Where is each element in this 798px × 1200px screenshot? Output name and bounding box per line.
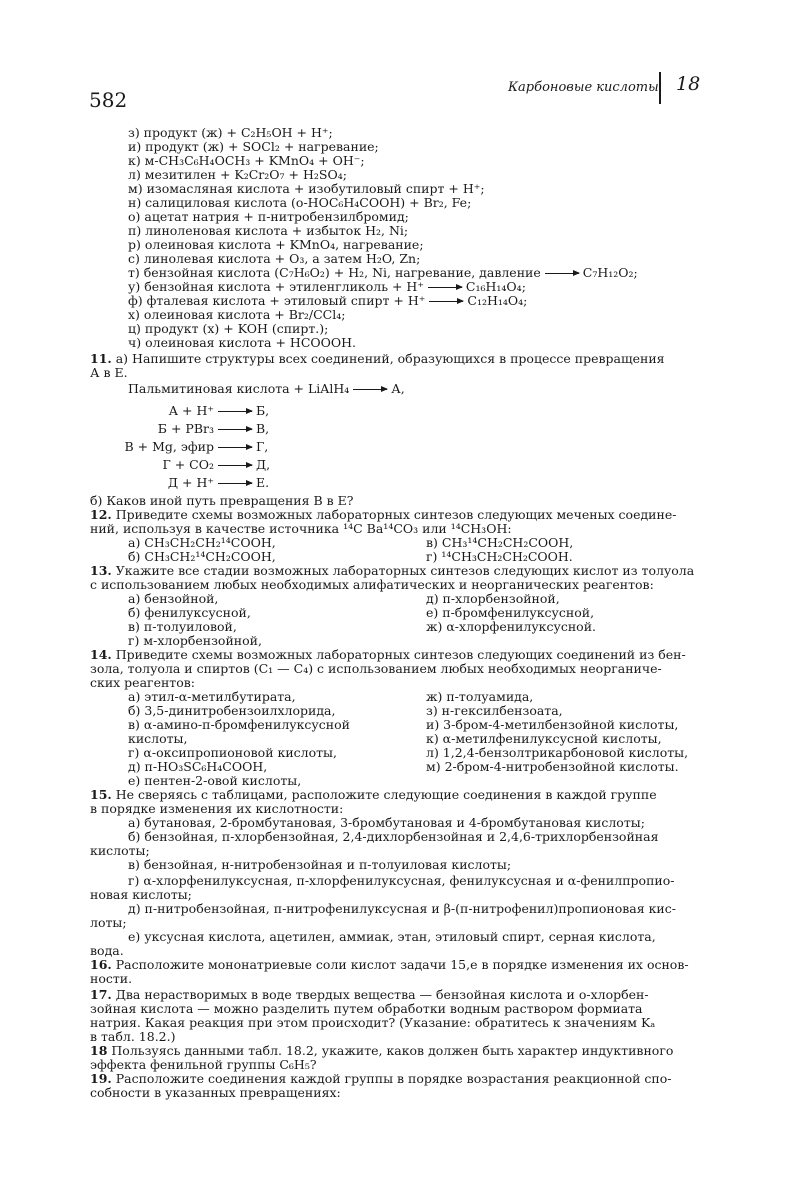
problem-14: [90, 648, 686, 662]
problem-text: Приведите схемы возможных лабораторных синтезов следующих меченых соедине-: [115, 507, 677, 522]
problem-13: [90, 564, 694, 578]
list-item: и) продукт (ж) + SOCl₂ + нагревание;: [128, 139, 379, 154]
list-item: б) CH₃CH₂¹⁴CH₂COOH,: [128, 549, 276, 564]
problem-text: зойная кислота — можно разделить путем обработки водным раствором формиата: [90, 1001, 643, 1016]
list-item: д) п-хлорбензойной,: [426, 591, 560, 606]
list-item: з) н-гексилбензоата,: [426, 703, 563, 718]
scheme-line: [128, 382, 405, 396]
header-divider: [659, 72, 661, 104]
list-item: м) 2-бром-4-нитробензойной кислоты.: [426, 759, 679, 774]
problem-text: б) Каков иной путь превращения В в Е?: [90, 493, 354, 508]
problem-text: в табл. 18.2.): [90, 1029, 176, 1044]
list-item: г) α-оксипропионовой кислоты,: [128, 745, 337, 760]
list-item: о) ацетат натрия + п-нитробензилбромид;: [128, 209, 409, 224]
problem-17: [90, 988, 649, 1002]
list-item-cont: вода.: [90, 943, 124, 958]
problem-text: эффекта фенильной группы C₆H₅?: [90, 1057, 317, 1072]
reaction-text: у) бензойная кислота + этиленгликоль + H⁺: [128, 279, 424, 294]
list-item: р) олеиновая кислота + KMnO₄, нагревание;: [128, 237, 424, 252]
list-item: е) пентен-2-овой кислоты,: [128, 773, 302, 788]
list-item: в) α-амино-п-бромфенилуксусной: [128, 717, 350, 732]
list-item: кислоты,: [128, 731, 188, 746]
list-item: в) CH₃¹⁴CH₂CH₂COOH,: [426, 535, 574, 550]
reaction-arrow: [218, 429, 252, 430]
reaction-product: C₁₂H₁₄O₄;: [467, 293, 528, 308]
list-item: ц) продукт (х) + KOH (спирт.);: [128, 321, 329, 336]
list-item: в) п-толуиловой,: [128, 619, 237, 634]
problem-text: Расположите мононатриевые соли кислот задачи 15,е в порядке изменения их основ-: [115, 957, 689, 972]
running-title: Карбоновые кислоты: [508, 80, 659, 95]
problem-text: с использованием любых необходимых алифатических и неорганических реагентов:: [90, 577, 654, 592]
list-item: б) фенилуксусной,: [128, 605, 251, 620]
problem-number: 18: [90, 1043, 108, 1058]
list-item: ч) олеиновая кислота + HCOOOH.: [128, 335, 356, 350]
list-item: ж) п-толуамида,: [426, 689, 534, 704]
list-item: х) олеиновая кислота + Br₂/CCl₄;: [128, 307, 346, 322]
list-item: б) бензойная, п-хлорбензойная, 2,4-дихлорбензойная и 2,4,6-трихлорбензойная: [128, 829, 659, 844]
problem-text: Два нерастворимых в воде твердых вещества — бензойная кислота и о-хлорбен-: [115, 987, 649, 1002]
problem-text: Не сверяясь с таблицами, расположите следующие соединения в каждой группе: [115, 787, 657, 802]
problem-text: А в Е.: [90, 365, 128, 380]
reaction-arrow: [218, 483, 252, 484]
list-item: к) м-CH₃C₆H₄OCH₃ + KMnO₄ + OH⁻;: [128, 153, 365, 168]
eq-lhs: А + H⁺: [168, 403, 214, 418]
list-item: и) 3-бром-4-метилбензойной кислоты,: [426, 717, 679, 732]
reaction-text: ф) фталевая кислота + этиловый спирт + H⁺: [128, 293, 426, 308]
eq-rhs: Д,: [256, 457, 271, 472]
problem-16: [90, 958, 689, 972]
list-item: е) уксусная кислота, ацетилен, аммиак, этан, этиловый спирт, серная кислота,: [128, 929, 656, 944]
list-item: л) мезитилен + K₂Cr₂O₇ + H₂SO₄;: [128, 167, 347, 182]
equation: [124, 476, 390, 490]
list-item: а) бутановая, 2-бромбутановая, 3-бромбутановая и 4-бромбутановая кислоты;: [128, 815, 645, 830]
scheme-product: А,: [391, 381, 405, 396]
problem-text: ности.: [90, 971, 133, 986]
list-item: [128, 280, 526, 294]
problem-text: Приведите схемы возможных лабораторных синтезов следующих соединений из бен-: [115, 647, 686, 662]
problem-12: [90, 508, 676, 522]
list-item: [128, 294, 527, 308]
eq-rhs: Г,: [256, 439, 269, 454]
problem-number: 11.: [90, 351, 112, 366]
list-item: б) 3,5-динитробензоилхлорида,: [128, 703, 336, 718]
eq-lhs: Д + H⁺: [167, 475, 214, 490]
list-item: а) бензойной,: [128, 591, 219, 606]
list-item: [128, 266, 638, 280]
list-item-cont: лоты;: [90, 915, 127, 930]
problem-15: [90, 788, 657, 802]
eq-lhs: Г + CO₂: [162, 457, 214, 472]
problem-number: 13.: [90, 563, 112, 578]
reaction-text: т) бензойная кислота (C₇H₆O₂) + H₂, Ni, нагревание, давление: [128, 265, 541, 280]
equation: [124, 458, 390, 472]
reaction-arrow: [353, 389, 387, 390]
list-item: ж) α-хлорфенилуксусной.: [426, 619, 597, 634]
reaction-arrow: [428, 287, 462, 288]
list-item: н) салициловая кислота (о-HOC₆H₄COOH) + Br₂, Fe;: [128, 195, 472, 210]
problem-number: 19.: [90, 1071, 112, 1086]
list-item: д) п-HO₃SC₆H₄COOH,: [128, 759, 268, 774]
problem-text: в порядке изменения их кислотности:: [90, 801, 344, 816]
equation: [124, 422, 390, 436]
scheme-reactant: Пальмитиновая кислота + LiAlH₄: [128, 381, 350, 396]
page-number: 582: [89, 88, 128, 112]
list-item: м) изомасляная кислота + изобутиловый спирт + H⁺;: [128, 181, 485, 196]
list-item: г) м-хлорбензойной,: [128, 633, 262, 648]
list-item: п) линоленовая кислота + избыток H₂, Ni;: [128, 223, 409, 238]
list-item-cont: новая кислоты;: [90, 887, 192, 902]
problem-11: [90, 352, 665, 366]
eq-lhs: Б + PBr₃: [157, 421, 214, 436]
problem-text: собности в указанных превращениях:: [90, 1085, 341, 1100]
list-item-cont: кислоты;: [90, 843, 150, 858]
equation: [124, 404, 390, 418]
reaction-arrow: [429, 301, 463, 302]
list-item: е) п-бромфенилуксусной,: [426, 605, 595, 620]
list-item: в) бензойная, н-нитробензойная и п-толуиловая кислоты;: [128, 857, 512, 872]
problem-text: зола, толуола и спиртов (C₁ — C₄) с использованием любых необходимых неорганиче-: [90, 661, 662, 676]
problem-19: [90, 1072, 672, 1086]
list-item: л) 1,2,4-бензолтрикарбоновой кислоты,: [426, 745, 689, 760]
problem-number: 16.: [90, 957, 112, 972]
eq-rhs: Е.: [256, 475, 270, 490]
problem-text: натрия. Какая реакция при этом происходит? (Указание: обратитесь к значениям Kₐ: [90, 1015, 656, 1030]
reaction-product: C₇H₁₂O₂;: [582, 265, 638, 280]
list-item: з) продукт (ж) + C₂H₅OH + H⁺;: [128, 125, 333, 140]
problem-text: ний, используя в качестве источника ¹⁴C Ba¹⁴CO₃ или ¹⁴CH₃OH:: [90, 521, 512, 536]
problem-number: 14.: [90, 647, 112, 662]
eq-lhs: В + Mg, эфир: [124, 439, 214, 454]
chapter-number: 18: [676, 73, 701, 95]
problem-number: 12.: [90, 507, 112, 522]
list-item: с) линолевая кислота + O₃, а затем H₂O, Zn;: [128, 251, 421, 266]
reaction-arrow: [218, 447, 252, 448]
problem-text: Пользуясь данными табл. 18.2, укажите, каков должен быть характер индуктивного: [111, 1043, 674, 1058]
problem-18: [90, 1044, 673, 1058]
list-item: а) CH₃CH₂CH₂¹⁴COOH,: [128, 535, 276, 550]
reaction-arrow: [545, 273, 579, 274]
list-item: а) этил-α-метилбутирата,: [128, 689, 296, 704]
problem-number: 15.: [90, 787, 112, 802]
list-item: к) α-метилфенилуксусной кислоты,: [426, 731, 662, 746]
problem-text: Расположите соединения каждой группы в порядке возрастания реакционной спо-: [115, 1071, 672, 1086]
problem-text: а) Напишите структуры всех соединений, образующихся в процессе превращения: [115, 351, 665, 366]
list-item: г) ¹⁴CH₃CH₂CH₂COOH.: [426, 549, 573, 564]
problem-number: 17.: [90, 987, 112, 1002]
reaction-arrow: [218, 411, 252, 412]
eq-rhs: Б,: [256, 403, 270, 418]
problem-text: ских реагентов:: [90, 675, 195, 690]
list-item: г) α-хлорфенилуксусная, п-хлорфенилуксусная, фенилуксусная и α-фенилпропио-: [128, 873, 675, 888]
problem-text: Укажите все стадии возможных лабораторных синтезов следующих кислот из толуола: [115, 563, 695, 578]
list-item: д) п-нитробензойная, п-нитрофенилуксусная и β-(п-нитрофенил)пропионовая кис-: [128, 901, 676, 916]
reaction-product: C₁₆H₁₄O₄;: [465, 279, 526, 294]
reaction-arrow: [218, 465, 252, 466]
equation: [124, 440, 390, 454]
eq-rhs: В,: [256, 421, 270, 436]
